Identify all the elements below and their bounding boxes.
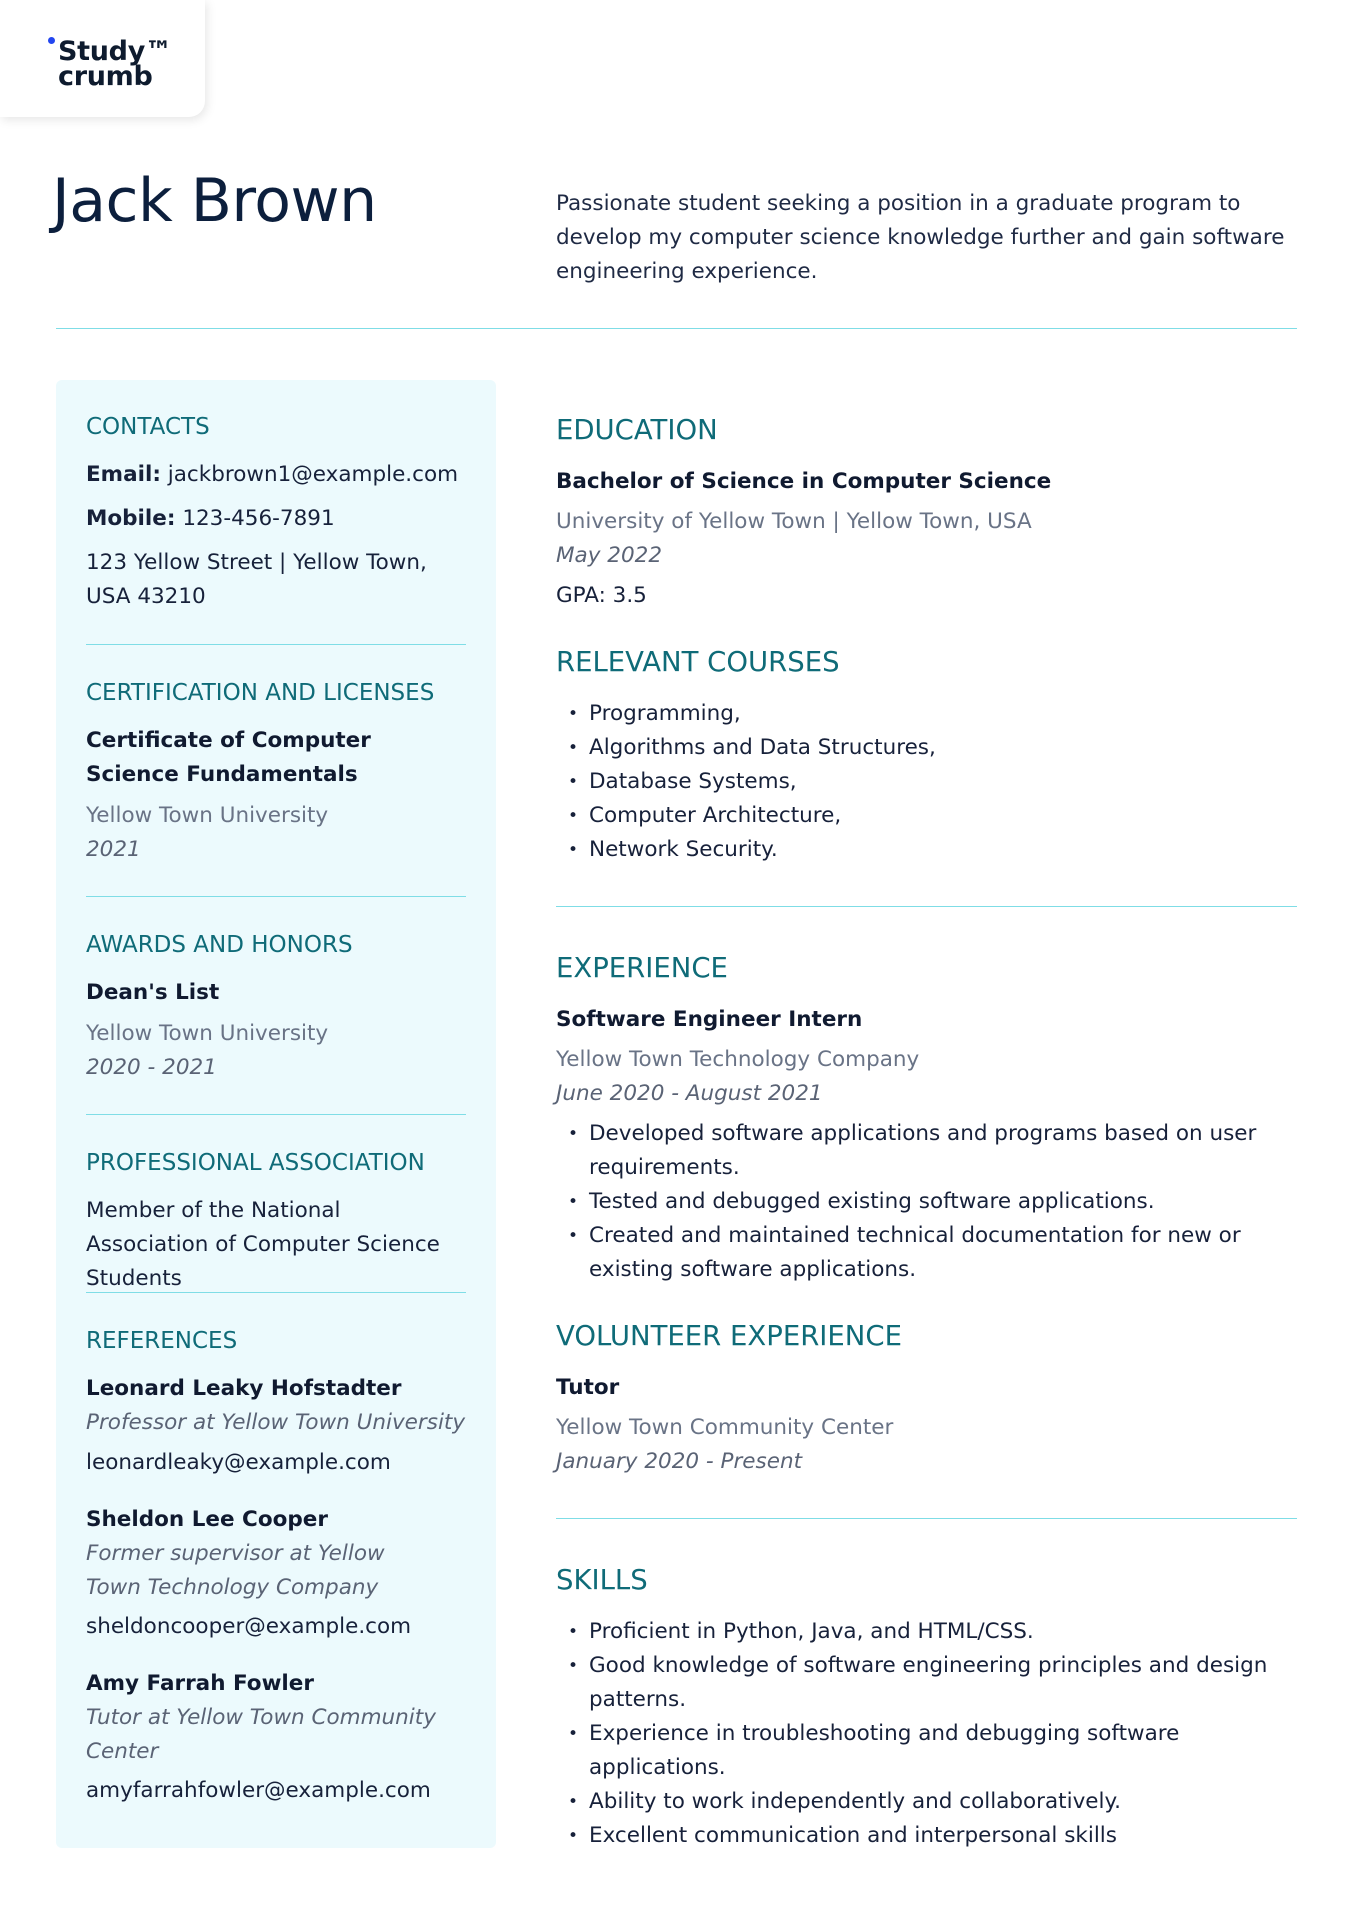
- contact-email-line: [86, 458, 466, 492]
- education-gpa: GPA: 3.5: [556, 583, 647, 608]
- reference-name: Leonard Leaky Hofstadter: [86, 1376, 402, 1401]
- volunteer-title: Tutor: [556, 1375, 620, 1400]
- list-item: • Developed software applications and programs based on user requirements.: [556, 1117, 1297, 1185]
- education-degree: Bachelor of Science in Computer Science: [556, 469, 1052, 494]
- list-item: • Database Systems,: [556, 765, 1296, 799]
- reference-name: Sheldon Lee Cooper: [86, 1507, 328, 1532]
- education-heading: EDUCATION: [556, 414, 718, 446]
- sidebar-divider: [86, 644, 466, 645]
- reference-email: sheldoncooper@example.com: [86, 1614, 412, 1639]
- education-date: May 2022: [556, 543, 662, 568]
- reference-role: Tutor at Yellow Town Community Center: [86, 1705, 436, 1764]
- sidebar-divider: [86, 896, 466, 897]
- logo-dot: [48, 37, 55, 44]
- courses-heading: RELEVANT COURSES: [556, 646, 840, 678]
- contacts-heading: CONTACTS: [86, 414, 210, 440]
- mobile-value: 123-456-7891: [182, 506, 335, 531]
- skills-heading: SKILLS: [556, 1564, 648, 1596]
- summary-text: Passionate student seeking a position in a graduate program to develop my computer science knowledge further and gain software engineering experience.: [556, 191, 1285, 284]
- volunteer-dates: January 2020 - Present: [556, 1449, 803, 1474]
- candidate-name: Jack Brown: [52, 166, 377, 236]
- list-item: • Created and maintained technical documentation for new or existing software applications.: [556, 1219, 1297, 1287]
- studycrumb-logo: [0, 0, 205, 117]
- list-item: • Algorithms and Data Structures,: [556, 731, 1296, 765]
- experience-title: Software Engineer Intern: [556, 1007, 863, 1032]
- main-divider: [556, 1518, 1297, 1519]
- volunteer-org: Yellow Town Community Center: [556, 1415, 894, 1440]
- experience-company: Yellow Town Technology Company: [556, 1047, 920, 1072]
- volunteer-heading: VOLUNTEER EXPERIENCE: [556, 1320, 902, 1352]
- logo-line-1: Study™: [58, 36, 172, 67]
- mobile-label: Mobile:: [86, 506, 176, 531]
- awards-heading: AWARDS AND HONORS: [86, 932, 353, 958]
- association-heading: PROFESSIONAL ASSOCIATION: [86, 1150, 425, 1176]
- list-item: • Excellent communication and interpersonal skills: [556, 1819, 1297, 1853]
- reference-email: amyfarrahfowler@example.com: [86, 1778, 431, 1803]
- email-label: Email:: [86, 462, 161, 487]
- experience-bullets: [556, 1117, 1297, 1287]
- experience-dates: June 2020 - August 2021: [556, 1081, 823, 1106]
- contact-address: 123 Yellow Street | Yellow Town, USA 43210: [86, 550, 427, 609]
- list-item: • Proficient in Python, Java, and HTML/CSS.: [556, 1615, 1297, 1649]
- list-item: • Good knowledge of software engineering principles and design patterns.: [556, 1649, 1297, 1717]
- award-years: 2020 - 2021: [86, 1055, 217, 1080]
- skills-list: [556, 1615, 1297, 1853]
- reference-role: Former supervisor at Yellow Town Technology Company: [86, 1541, 385, 1600]
- sidebar-divider: [86, 1292, 466, 1293]
- main-divider: [556, 906, 1297, 907]
- list-item: • Programming,: [556, 697, 1296, 731]
- reference-role: Professor at Yellow Town University: [86, 1410, 466, 1435]
- reference-name: Amy Farrah Fowler: [86, 1671, 314, 1696]
- list-item: • Computer Architecture,: [556, 799, 1296, 833]
- header-divider: [56, 328, 1297, 329]
- experience-heading: EXPERIENCE: [556, 952, 728, 984]
- education-school: University of Yellow Town | Yellow Town, USA: [556, 509, 1032, 534]
- email-value: jackbrown1@example.com: [167, 462, 459, 487]
- award-title: Dean's List: [86, 980, 220, 1005]
- list-item: • Network Security.: [556, 833, 1296, 867]
- reference-email: leonardleaky@example.com: [86, 1450, 391, 1475]
- award-org: Yellow Town University: [86, 1021, 329, 1046]
- logo-line-2: crumb: [58, 61, 153, 92]
- certifications-heading: CERTIFICATION AND LICENSES: [86, 680, 435, 706]
- list-item: • Tested and debugged existing software applications.: [556, 1185, 1297, 1219]
- list-item: • Ability to work independently and collaboratively.: [556, 1785, 1297, 1819]
- association-text: Member of the National Association of Computer Science Students: [86, 1198, 440, 1291]
- contact-mobile-line: [86, 502, 466, 536]
- sidebar-divider: [86, 1114, 466, 1115]
- certification-title: Certificate of Computer Science Fundamentals: [86, 728, 371, 787]
- courses-list: [556, 697, 1296, 867]
- certification-year: 2021: [86, 837, 141, 862]
- list-item: • Experience in troubleshooting and debugging software applications.: [556, 1717, 1297, 1785]
- certification-org: Yellow Town University: [86, 803, 329, 828]
- references-heading: REFERENCES: [86, 1328, 238, 1354]
